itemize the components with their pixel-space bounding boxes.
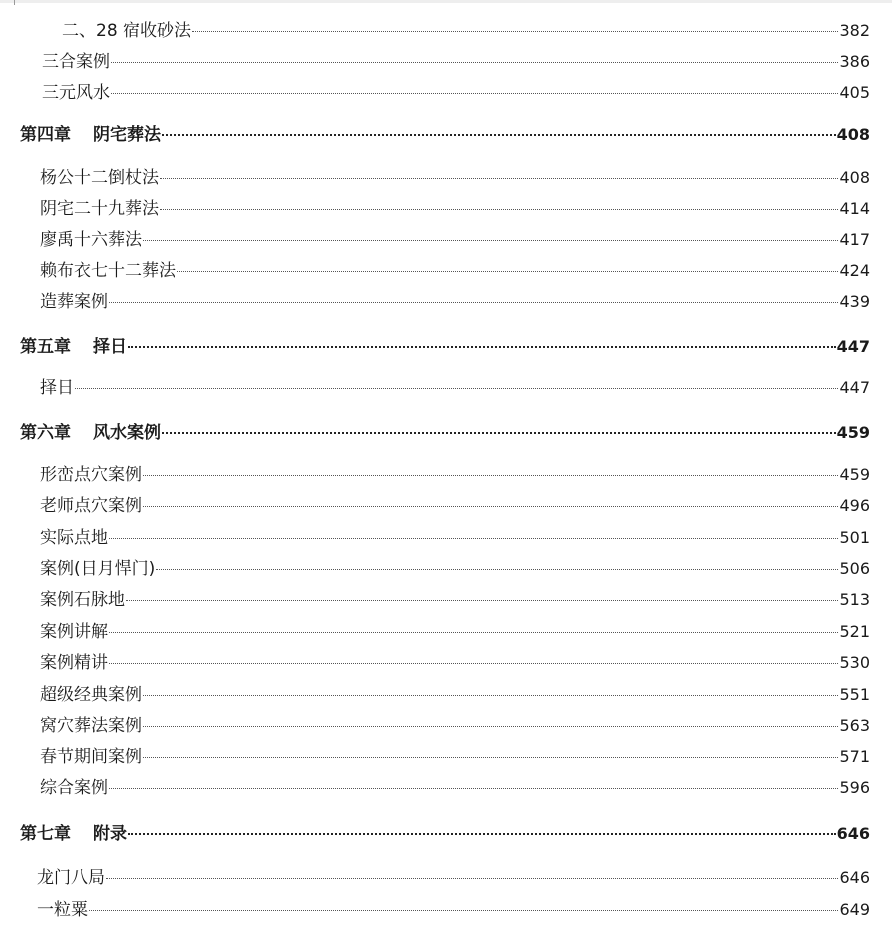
- dot-leader: [109, 302, 838, 303]
- toc-chapter-number: 第四章: [20, 125, 71, 145]
- toc-entry-title: 赖布衣七十二葬法: [40, 261, 176, 281]
- toc-entry[interactable]: [40, 377, 870, 399]
- toc-entry-title: 实际点地: [40, 528, 108, 548]
- toc-entry[interactable]: [40, 464, 870, 486]
- toc-chapter[interactable]: [20, 124, 870, 146]
- toc-entry-page: 439: [839, 292, 870, 311]
- toc-entry[interactable]: [37, 867, 870, 889]
- toc-entry[interactable]: [40, 558, 870, 580]
- toc-entry[interactable]: [42, 82, 870, 104]
- toc-entry-page: 496: [839, 496, 870, 515]
- toc-chapter-title: 阴宅葬法: [93, 125, 161, 145]
- toc-entry-page: 596: [839, 778, 870, 797]
- toc-entry-page: 447: [839, 378, 870, 397]
- toc-entry-title: 三元风水: [42, 83, 110, 103]
- toc-entry[interactable]: [40, 715, 870, 737]
- toc-entry-title: 三合案例: [42, 52, 110, 72]
- toc-chapter[interactable]: [20, 823, 870, 845]
- toc-entry-title: 老师点穴案例: [40, 496, 142, 516]
- toc-entry[interactable]: [40, 652, 870, 674]
- toc-entry-page: 513: [839, 590, 870, 609]
- toc-entry[interactable]: [40, 291, 870, 313]
- toc-entry[interactable]: [40, 229, 870, 251]
- toc-entry-title: 二、28 宿收砂法: [62, 21, 192, 41]
- toc-entry-page: 408: [839, 168, 870, 187]
- toc-entry-title: 廖禹十六葬法: [40, 230, 142, 250]
- toc-chapter[interactable]: [20, 422, 870, 444]
- toc-entry-page: 649: [839, 900, 870, 919]
- toc-chapter-number: 第五章: [20, 337, 71, 357]
- toc-entry-title: 综合案例: [40, 778, 108, 798]
- dot-leader: [156, 569, 838, 570]
- dot-leader: [143, 726, 838, 727]
- toc-entry[interactable]: [40, 167, 870, 189]
- toc-chapter[interactable]: [20, 336, 870, 358]
- dot-leader: [143, 695, 838, 696]
- dot-leader: [75, 388, 838, 389]
- toc-entry-page: 405: [839, 83, 870, 102]
- dot-leader: [106, 878, 838, 879]
- toc-chapter-page: 447: [836, 337, 870, 356]
- dot-leader: [160, 209, 838, 210]
- toc-entry[interactable]: [42, 51, 870, 73]
- toc-entry-title: 一粒粟: [37, 900, 88, 920]
- toc-entry-title: 超级经典案例: [40, 685, 142, 705]
- toc-entry[interactable]: [40, 684, 870, 706]
- dot-leader: [160, 178, 838, 179]
- toc-entry-page: 417: [839, 230, 870, 249]
- dot-leader: [89, 910, 838, 911]
- toc-chapter-page: 646: [836, 824, 870, 843]
- toc-chapter-number: 第六章: [20, 423, 71, 443]
- dot-leader: [109, 632, 838, 633]
- dot-leader: [143, 475, 838, 476]
- toc-entry-title: 案例讲解: [40, 622, 108, 642]
- dot-leader: [111, 93, 838, 94]
- toc-entry[interactable]: [40, 589, 870, 611]
- toc-entry-title: 阴宅二十九葬法: [40, 199, 159, 219]
- toc-entry-title: 案例精讲: [40, 653, 108, 673]
- toc-entry-page: 521: [839, 622, 870, 641]
- toc-entry[interactable]: [40, 777, 870, 799]
- dot-leader: [109, 788, 838, 789]
- toc-entry-title: 择日: [40, 378, 74, 398]
- toc-entry-page: 386: [839, 52, 870, 71]
- toc-chapter-number: 第七章: [20, 824, 71, 844]
- toc-entry[interactable]: [40, 621, 870, 643]
- dot-leader: [143, 506, 838, 507]
- toc-entry-page: 646: [839, 868, 870, 887]
- toc-entry-title: 杨公十二倒杖法: [40, 168, 159, 188]
- toc-entry-title: 窝穴葬法案例: [40, 716, 142, 736]
- dot-leader: [111, 62, 838, 63]
- toc-entry[interactable]: [62, 20, 870, 42]
- toc-entry-page: 506: [839, 559, 870, 578]
- toc-entry-page: 551: [839, 685, 870, 704]
- toc-entry[interactable]: [40, 746, 870, 768]
- toc-chapter-page: 408: [836, 125, 870, 144]
- toc-entry-page: 459: [839, 465, 870, 484]
- toc-entry-title: 春节期间案例: [40, 747, 142, 767]
- toc-entry-page: 382: [839, 21, 870, 40]
- toc-entry[interactable]: [40, 495, 870, 517]
- dot-leader: [126, 600, 838, 601]
- toc-entry-page: 571: [839, 747, 870, 766]
- toc-entry-page: 424: [839, 261, 870, 280]
- toc-entry-title: 案例石脉地: [40, 590, 125, 610]
- toc-entry[interactable]: [40, 198, 870, 220]
- toc-entry-title: 龙门八局: [37, 868, 105, 888]
- dot-leader: [109, 538, 838, 539]
- toc-entry-page: 563: [839, 716, 870, 735]
- toc-entry-title: 形峦点穴案例: [40, 465, 142, 485]
- dot-leader: [128, 833, 836, 835]
- dot-leader: [192, 31, 838, 32]
- dot-leader: [143, 240, 838, 241]
- toc-entry-title: 造葬案例: [40, 292, 108, 312]
- toc-entry-page: 530: [839, 653, 870, 672]
- dot-leader: [177, 271, 838, 272]
- toc-chapter-title: 附录: [93, 824, 127, 844]
- toc-entry[interactable]: [40, 260, 870, 282]
- toc-entry-title: 案例(日月悍门): [40, 559, 156, 579]
- toc-chapter-page: 459: [836, 423, 870, 442]
- toc-chapter-title: 择日: [93, 337, 127, 357]
- toc-entry-page: 501: [839, 528, 870, 547]
- dot-leader: [143, 757, 838, 758]
- toc-entry[interactable]: [40, 527, 870, 549]
- toc-chapter-title: 风水案例: [93, 423, 161, 443]
- dot-leader: [109, 663, 838, 664]
- dot-leader: [162, 134, 836, 136]
- toc-entry[interactable]: [37, 899, 870, 921]
- dot-leader: [162, 432, 836, 434]
- dot-leader: [128, 346, 836, 348]
- toc-entry-page: 414: [839, 199, 870, 218]
